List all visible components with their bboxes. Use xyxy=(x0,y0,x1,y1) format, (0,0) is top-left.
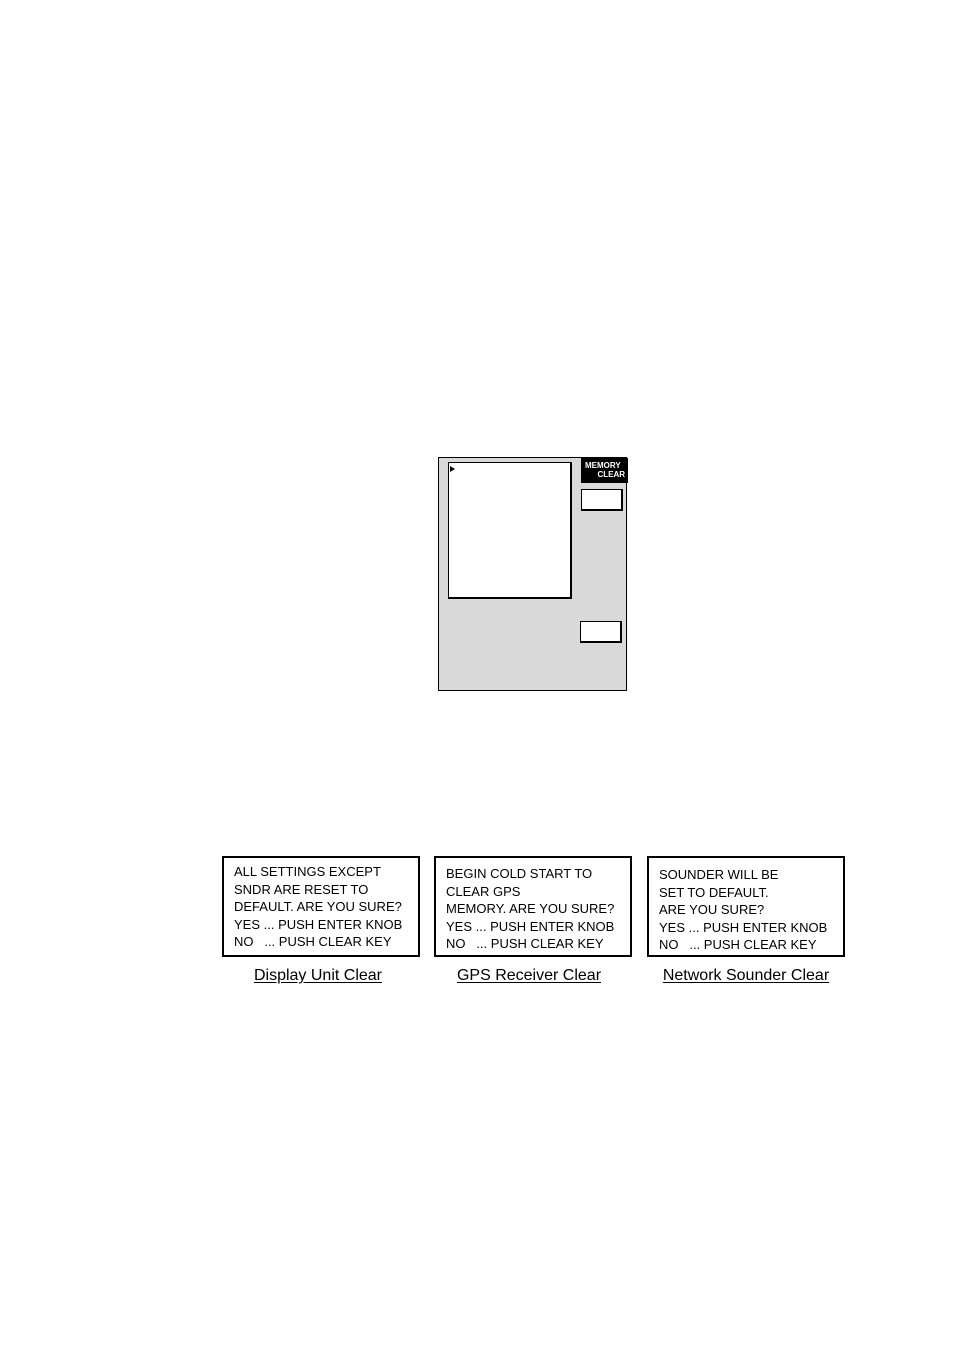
soft-key-top[interactable] xyxy=(581,489,623,511)
dialog-line: YES ... PUSH ENTER KNOB xyxy=(446,918,615,934)
display-unit-clear-dialog xyxy=(222,856,420,957)
dialog-line: CLEAR GPS xyxy=(446,883,521,899)
dialog-line: DEFAULT. ARE YOU SURE? xyxy=(234,899,402,914)
dialog-line: SET TO DEFAULT. xyxy=(659,884,769,900)
dialog-line: YES ... PUSH ENTER KNOB xyxy=(234,916,403,932)
menu-title-line2: CLEAR xyxy=(597,470,625,479)
dialog-line: ARE YOU SURE? xyxy=(659,902,765,917)
dialog-line: NO ... PUSH CLEAR KEY xyxy=(234,934,392,949)
memory-clear-menu-screen xyxy=(438,457,627,691)
menu-item-list[interactable] xyxy=(448,462,572,599)
dialog-line: SOUNDER WILL BE xyxy=(659,867,779,882)
dialog-line: NO ... PUSH CLEAR KEY xyxy=(659,937,817,952)
dialog-line: NO ... PUSH CLEAR KEY xyxy=(446,936,604,951)
menu-title-line1: MEMORY xyxy=(585,461,621,470)
menu-title-label xyxy=(581,458,628,483)
dialog-line: ALL SETTINGS EXCEPT xyxy=(234,864,381,879)
soft-key-bottom[interactable] xyxy=(580,621,622,643)
network-sounder-clear-caption: Network Sounder Clear xyxy=(662,967,830,984)
gps-receiver-clear-caption: GPS Receiver Clear xyxy=(456,967,602,984)
cursor-arrow-icon xyxy=(450,466,455,472)
dialog-line: SNDR ARE RESET TO xyxy=(234,881,369,897)
network-sounder-clear-dialog xyxy=(647,856,845,957)
dialog-line: BEGIN COLD START TO xyxy=(446,866,593,881)
dialog-line: MEMORY. ARE YOU SURE? xyxy=(446,901,615,916)
gps-receiver-clear-dialog xyxy=(434,856,632,957)
display-unit-clear-caption: Display Unit Clear xyxy=(253,967,383,984)
dialog-line: YES ... PUSH ENTER KNOB xyxy=(659,919,828,935)
